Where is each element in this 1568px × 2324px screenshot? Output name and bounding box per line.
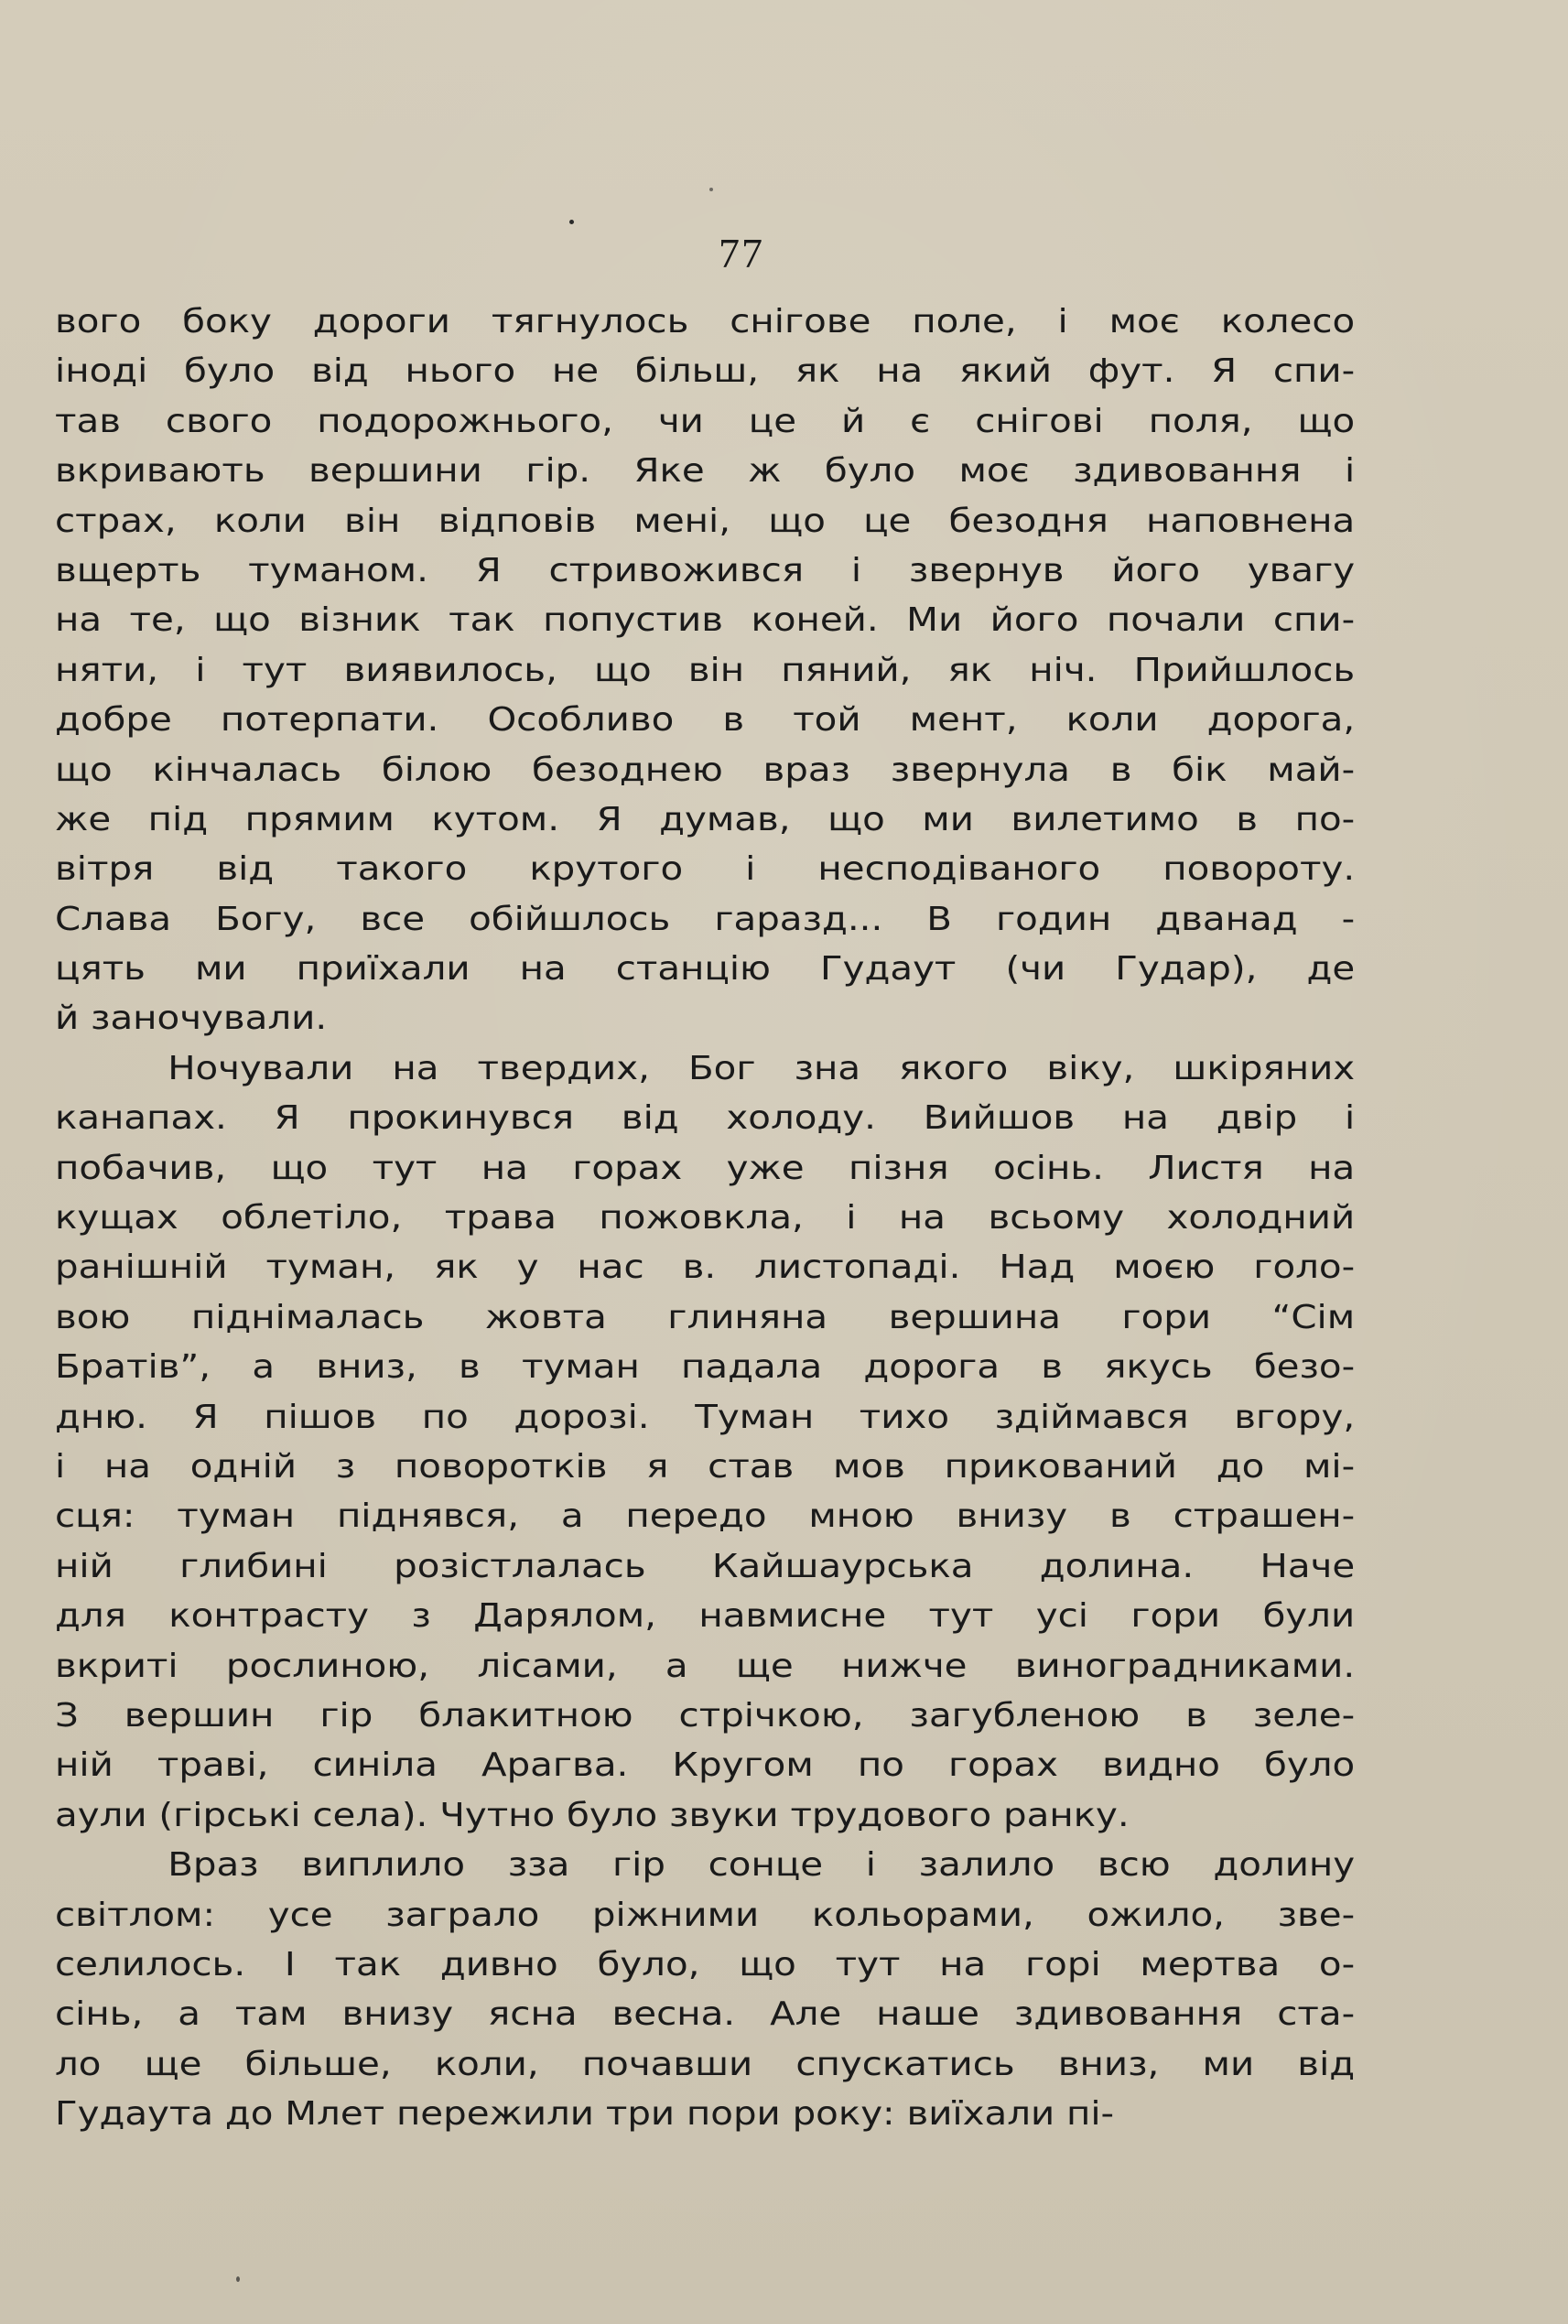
text-line: вкриті рослиною, лісами, а ще нижче виноградниками. <box>55 1647 1356 1685</box>
text-line: кущах облетіло, трава пожовкла, і на всьому холодний <box>55 1199 1356 1238</box>
paragraph <box>55 1044 1355 1841</box>
text-line: З вершин гір блакитною стрічкою, загубленою в зеле- <box>55 1696 1356 1735</box>
text-line: селилось. І так дивно було, що тут на горі мертва о- <box>55 1945 1356 1984</box>
text-line: для контрасту з Дарялом, навмисне тут усі гори були <box>55 1597 1356 1636</box>
text-line: тав свого подорожнього, чи це й є снігові поля, що <box>55 402 1356 440</box>
ink-speck <box>709 188 713 191</box>
text-line: сця: туман піднявся, а передо мною внизу в страшен- <box>55 1497 1356 1536</box>
text-line: канапах. Я прокинувся від холоду. Вийшов на двір і <box>55 1099 1356 1138</box>
text-line: й заночували. <box>55 1000 328 1038</box>
text-line: вою піднімалась жовта глиняна вершина гори “Сім <box>55 1298 1356 1336</box>
text-line: Враз виплило зза гір сонце і залило всю долину <box>168 1846 1356 1885</box>
text-line: ранішній туман, як у нас в. листопаді. Над моєю голо- <box>55 1248 1356 1287</box>
text-line: вщерть туманом. Я стривожився і звернув його увагу <box>55 551 1356 589</box>
text-line: добре потерпати. Особливо в той мент, коли дорога, <box>55 701 1356 740</box>
text-line: що кінчалась білою безоднею враз звернула в бік май- <box>55 751 1356 789</box>
text-line: сінь, а там внизу ясна весна. Але наше здивовання ста- <box>55 1995 1356 2034</box>
paragraph <box>55 1841 1355 2139</box>
text-line: світлом: усе заграло ріжними кольорами, ожило, зве- <box>55 1896 1356 1934</box>
text-line: Братів”, а вниз, в туман падала дорога в якусь безо- <box>55 1348 1356 1387</box>
text-line: вкривають вершини гір. Яке ж було моє здивовання і <box>55 452 1356 491</box>
text-line: побачив, що тут на горах уже пізня осінь. Листя на <box>55 1149 1356 1187</box>
text-line: і на одній з поворотків я став мов прикований до мі- <box>55 1447 1356 1486</box>
text-line: ло ще більше, коли, почавши спускатись вниз, ми від <box>55 2045 1356 2083</box>
text-line: страх, коли він відповів мені, що це безодня наповнена <box>55 502 1356 540</box>
text-line: іноді було від нього не більш, як на який фут. Я спи- <box>55 352 1356 391</box>
ink-speck <box>569 220 574 224</box>
text-line: вого боку дороги тягнулось снігове поле, і моє колесо <box>55 303 1356 340</box>
text-line: вітря від такого крутого і несподіваного повороту. <box>55 850 1356 889</box>
text-line: аули (гірські села). Чутно було звуки трудового ранку. <box>55 1796 1130 1834</box>
text-line: Слава Богу, все обійшлось гаразд... В годин дванад - <box>55 900 1356 938</box>
text-line: же під прямим кутом. Я думав, що ми вилетимо в по- <box>55 800 1356 838</box>
text-line: на те, що візник так попустив коней. Ми його почали спи- <box>55 601 1356 640</box>
text-line: дню. Я пішов по дорозі. Туман тихо здіймався вгору, <box>55 1398 1356 1436</box>
ink-speck <box>236 2276 240 2282</box>
text-line: ній глибині розістлалась Кайшаурська долина. Наче <box>55 1547 1356 1585</box>
text-line: няти, і тут виявилось, що він пяний, як ніч. Прийшлось <box>55 651 1356 689</box>
text-line: цять ми приїхали на станцію Гудаут (чи Гудар), де <box>55 950 1356 989</box>
text-line: ній траві, синіла Арагва. Кругом по горах видно було <box>55 1746 1356 1785</box>
paragraph <box>55 297 1355 1044</box>
page-number: 77 <box>719 230 764 276</box>
text-line: Гудаута до Млет пережили три пори року: виїхали пі- <box>55 2095 1115 2134</box>
text-line: Ночували на твердих, Бог зна якого віку, шкіряних <box>168 1049 1356 1087</box>
body-text <box>55 297 1355 2139</box>
